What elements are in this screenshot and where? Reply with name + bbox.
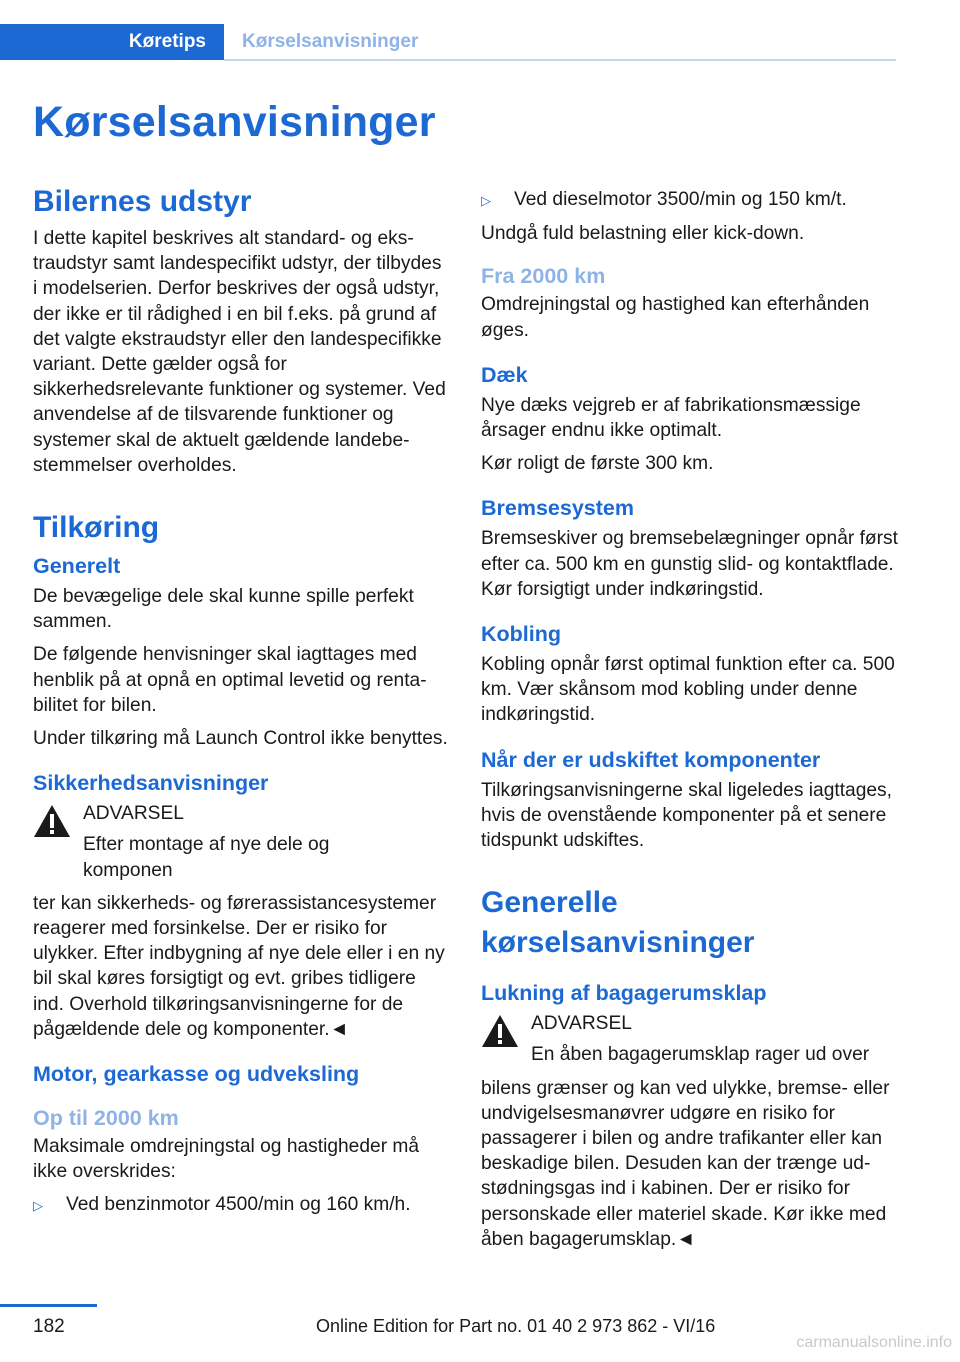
footer-accent-bar — [0, 1304, 97, 1307]
warning-text: En åben bagagerumsklap rager ud over — [531, 1044, 870, 1066]
paragraph: Bremseskiver og bremsebelægninger opnår først efter ca. 500 km en gunstig slid- og kontaktflade. Kør forsigtigt under indkøringstid. — [481, 528, 898, 600]
left-column — [33, 182, 451, 1227]
warning-text: ter kan sikkerheds- og førerassistancesystemer reagerer med forsinkelse. Der er risiko for ulykker. Efter indbygning af nye dele eller i en ny bil skal køres forsigtigt og evt. gribes tidligere ind. Overhold tilkøringsanvisningerne for de pågældende dele og komponenter.◄ — [33, 892, 445, 1040]
paragraph: De følgende henvisninger skal iagttages med henblik på at opnå en optimal levetid og rentabilitet for bilen. — [33, 644, 427, 716]
header-tabbar — [0, 24, 896, 62]
paragraph: De bevægelige dele skal kunne spille perfekt sammen. — [33, 586, 414, 633]
list-item-text: Ved benzinmotor 4500/min og 160 km/h. — [66, 1194, 411, 1216]
subsubsection-heading: Fra 2000 km — [481, 264, 606, 289]
section-heading: Generelle kørselsanvisninger — [481, 886, 755, 960]
list-item-text: Ved dieselmotor 3500/min og 150 km/t. — [514, 189, 847, 210]
triangle-right-icon: ▷ — [481, 193, 491, 208]
paragraph: Kobling opnår først optimal funktion efter ca. 500 km. Vær skånsom mod kobling under denne indkøringstid. — [481, 654, 895, 726]
subsection-heading: Motor, gearkasse og udveksling — [33, 1062, 360, 1087]
warning-text: bilens grænser og kan ved ulykke, bremse- eller undvigelsesmanøvrer udgøre en risiko for passagerer i bilen og andre trafikanter eller kan beskadige bilen. Desuden kan der trænge udstødningsgas ind i kabinen. Der er risiko for personskade eller materiel skade. Kør ikke med åben bagagerumsklap.◄ — [481, 1077, 890, 1250]
warning-triangle-icon — [481, 1013, 519, 1049]
warning-block — [33, 801, 451, 889]
paragraph: Nye dæks vejgreb er af fabrikationsmæssige årsager endnu ikke optimalt. — [481, 394, 861, 442]
paragraph: Maksimale omdrejningstal og hastigheder må ikke overskrides: — [33, 1136, 420, 1183]
section-heading: Bilernes udstyr — [33, 185, 252, 218]
tab-koretips[interactable]: Køretips — [0, 24, 224, 60]
paragraph: Tilkøringsanvisningerne skal ligeledes iagttages, hvis de ovenstående komponenter på et senere tidspunkt udskiftes. — [481, 779, 892, 852]
subsection-heading: Sikkerhedsanvisninger — [33, 771, 269, 796]
subsection-heading: Når der er udskiftet komponenter — [481, 747, 821, 772]
paragraph: Under tilkøring må Launch Control ikke benyttes. — [33, 728, 448, 750]
subsection-heading: Generelt — [33, 554, 121, 579]
warning-text: Efter montage af nye dele og komponen — [83, 834, 330, 881]
warning-triangle-icon — [33, 803, 71, 839]
warning-label: ADVARSEL — [83, 803, 184, 825]
tab-korselsanvisninger[interactable]: Kørselsanvisninger — [242, 31, 419, 52]
watermark: carmanualsonline.info — [796, 1334, 952, 1351]
list-item — [481, 187, 899, 213]
subsection-heading: Dæk — [481, 362, 528, 387]
paragraph: I dette kapitel beskrives alt standard- og ekstraudstyr samt landespecifikt udstyr, der tilbydes i modelserien. Derfor beskrives der også udstyr, der ikke er til rådighed i en bil f.eks. på grund af det valgte ekstraudstyr eller den landespecifikke variant. Dette gælder også for sikkerhedsrelevante funktioner og systemer. Ved anvendelse af de tilsvarende funktioner og systemer skal de aktuelt gældende landebestemmelser overholdes. — [33, 228, 446, 476]
subsection-heading: Bremsesystem — [481, 496, 634, 521]
list-item — [33, 1192, 451, 1218]
warning-block — [481, 1011, 899, 1073]
page-title: Kørselsanvisninger — [33, 98, 436, 146]
paragraph: Omdrejningstal og hastighed kan efterhånden øges. — [481, 294, 870, 341]
subsubsection-heading: Op til 2000 km — [33, 1106, 179, 1131]
triangle-right-icon: ▷ — [33, 1198, 43, 1214]
paragraph: Undgå fuld belastning eller kick-down. — [481, 223, 805, 245]
section-heading: Tilkøring — [33, 511, 160, 545]
right-column — [481, 182, 899, 1260]
header-divider — [224, 59, 896, 61]
subsection-heading: Kobling — [481, 622, 562, 647]
subsection-heading: Lukning af bagagerumsklap — [481, 981, 767, 1006]
paragraph: Kør roligt de første 300 km. — [481, 453, 714, 475]
warning-label: ADVARSEL — [531, 1013, 632, 1035]
edition-text: Online Edition for Part no. 01 40 2 973 862 - VI/16 — [316, 1316, 716, 1336]
page-number: 182 — [33, 1316, 65, 1337]
